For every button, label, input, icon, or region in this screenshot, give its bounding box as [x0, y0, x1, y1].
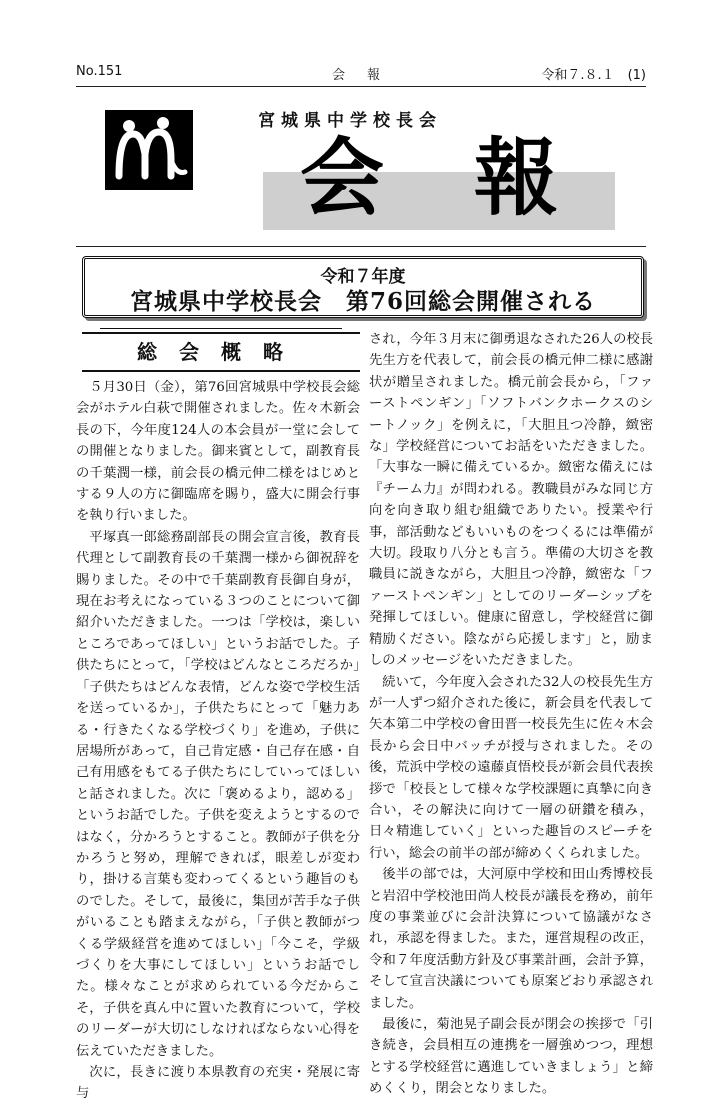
- masthead-title: 会報: [300, 128, 649, 227]
- paper-name: 会報: [332, 68, 403, 83]
- org-name: 宮城県中学校長会: [258, 111, 442, 131]
- banner-title: 宮城県中学校長会 第76回総会開催される: [129, 288, 596, 315]
- paragraph: 最後に，菊池晃子副会長が閉会の挨拶で「引き続き，会員相互の連携を一層強めつつ，理想とする学校経営に邁進していきましょう」と締めくくり，閉会となりました。: [369, 1017, 653, 1097]
- banner-year: 令和７年度: [320, 267, 406, 287]
- article-left-column: [76, 377, 360, 1105]
- issue-number: No.151: [76, 64, 123, 79]
- paragraph: され，今年３月末に御勇退なされた26人の校長先生方を代表して，前会長の橋元伸二様に感謝状が贈呈されました。橋元前会長から，「ファーストペンギン」「ソフトバンクホークスのシートノック」を例えに，「大胆且つ冷静，緻密な」学校経営についてお話をいただきました。「大事な一瞬に備えているか。緻密な備えには『チーム力』が問われる。教職員がみな同じ方向を向き取り組む組織でありたい。授業や行事，部活動などもいいものをつくるには準備が大切。段取り八分とも言う。準備の大切さを教職員に説きながら，大胆且つ冷静，緻密な「ファーストペンギン」としてのリーダーシップを発揮してほしい。健康に留意し，学校経営に御精励ください。陰ながら応援します」と，励ましのメッセージをいただきました。: [369, 332, 653, 669]
- masthead-rule: [76, 246, 646, 247]
- issue-date: 令和７.８.１ (1): [541, 68, 646, 83]
- headline-banner: [82, 256, 644, 318]
- m-logo-icon: [105, 110, 193, 190]
- paragraph: 次に，長きに渡り本県教育の充実・発展に寄与: [76, 1065, 360, 1102]
- article-right-column: [369, 329, 653, 1100]
- paragraph: 後半の部では，大河原中学校和田山秀博校長と岩沼中学校池田尚人校長が議長を務め，前年度の事業並びに会計決算について協議がなされ，承認を得ました。また，運営規程の改正，令和７年度活動方針及び事業計画，会計予算，そして宣言決議についても原案どおり承認されました。: [369, 867, 653, 1011]
- section-heading: 総会概略: [82, 332, 360, 372]
- paragraph: 平塚真一郎総務副部長の開会宣言後，教育長代理として副教育長の千葉潤一様から御祝辞を賜りました。その中で千葉副教育長御自身が，現在お考えになっている３つのことについて御紹介いただきました。一つは「学校は，楽しいところであってほしい」というお話でした。子供たちにとって，「学校はどんなところだろか」「子供たちはどんな表情，どんな姿で学校生活を送っているか」，子供たちにとって「魅力ある・行きたくなる学校づくり」を進め，子供に居場所があって，自己肯定感・自己存在感・自己有用感をもてる子供たちにしていってほしいと話されました。次に「褒めるより，認める」というお話でした。子供を変えようとするのではなく，分かろうとすること。教師が子供を分かろうと努め，理解できれば，眼差しが変わり，掛ける言葉も変わってくるという趣旨のものでした。そして，最後に，集団が苦手な子供がいることも踏まえながら，「子供と教師がつくる学級経営を進めてほしい」「今こそ，学級づくりを大事にしてほしい」というお話でした。様々なことが求められている今だからこそ，子供を真ん中に置いた教育について，学校のリーダーが大切にしなければならない心得を伝えていただきました。: [76, 529, 360, 1059]
- header-rule: [76, 86, 646, 87]
- paragraph: 続いて，今年度入会された32人の校長先生方が一人ずつ紹介された後に，新会員を代表して矢本第二中学校の會田晋一校長先生に佐々木会長から会日中バッチが授与されました。その後，荒浜中学校の遠藤貞悟校長が新会員代表挨拶で「校長として様々な学校課題に真摯に向き合い，その解決に向けて一層の研鑽を積み，日々精進していく」といった趣旨のスピーチを行い，総会の前半の部が締めくくられました。: [369, 674, 653, 861]
- section-heading-line: [100, 328, 342, 329]
- paragraph: ５月30日（金），第76回宮城県中学校長会総会がホテル白萩で開催されました。佐々木新会長の下，今年度124人の本会員が一堂に会しての開催となりました。御来賓として，副教育長の千葉潤一様，前会長の橋元伸二様をはじめとする９人の方に御臨席を賜り，盛大に開会行事を執り行いました。: [76, 380, 360, 524]
